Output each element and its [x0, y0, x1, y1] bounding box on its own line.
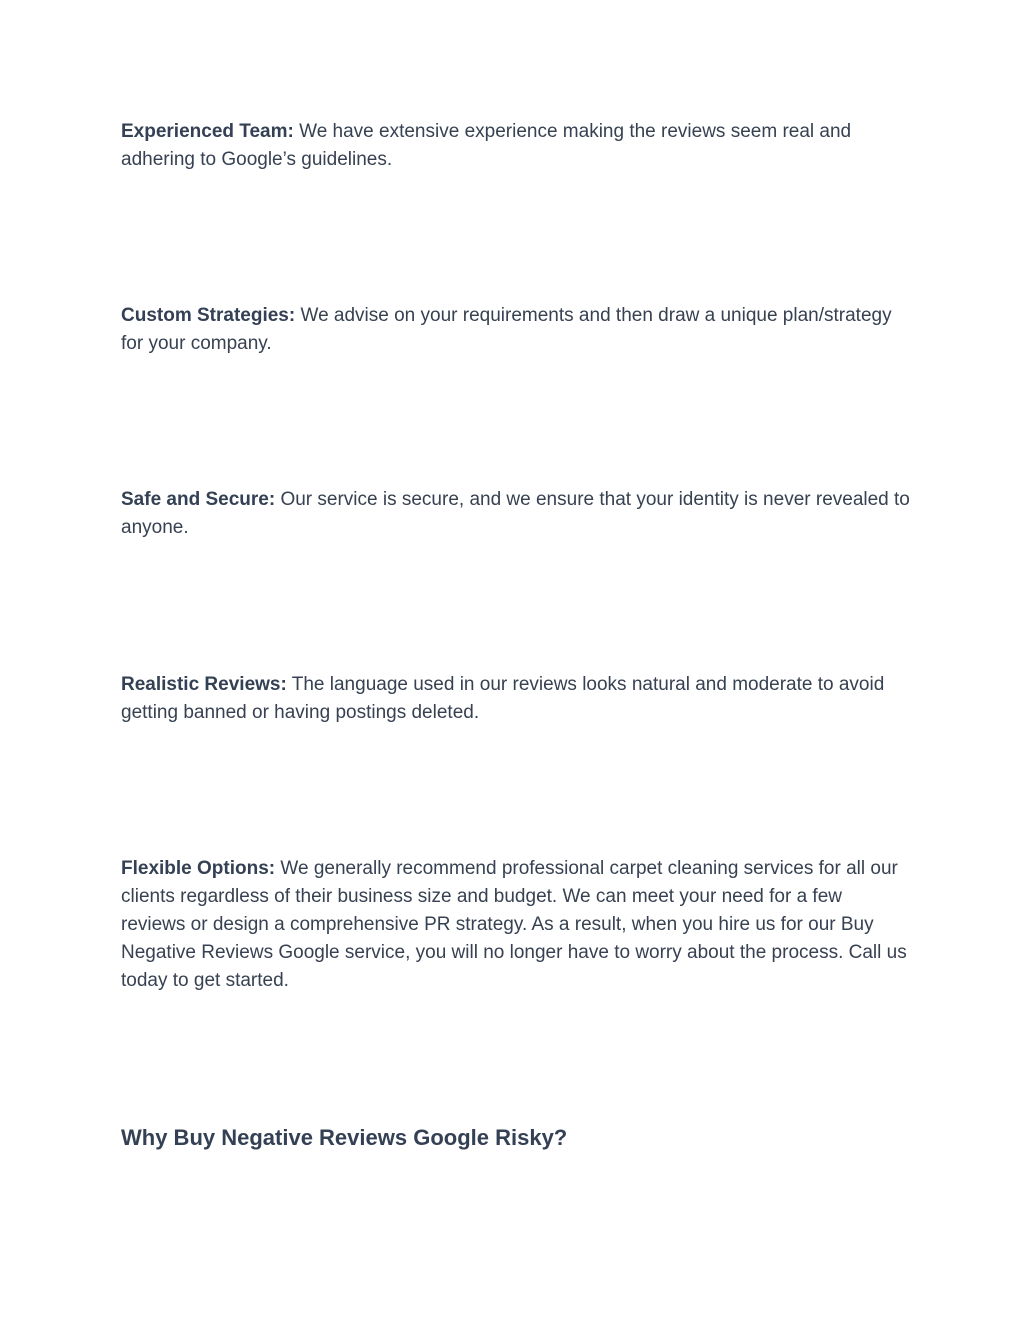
paragraph-experienced-team	[121, 118, 911, 174]
paragraph-safe-and-secure	[121, 486, 911, 542]
paragraph-text: Our service is secure, and we ensure that your identity is never revealed to anyone.	[121, 489, 910, 538]
paragraph-text: We have extensive experience making the reviews seem real and adhering to Google’s guidelines.	[121, 121, 852, 170]
section-heading: Why Buy Negative Reviews Google Risky?	[121, 1125, 568, 1150]
paragraph-text: We generally recommend professional carpet cleaning services for all our clients regardless of their business size and budget. We can meet your need for a few reviews or design a comprehensive PR strategy. As a result, when you hire us for our Buy Negative Reviews Google service, you will no longer have to worry about the process. Call us today to get started.	[121, 858, 907, 991]
paragraph-label: Safe and Secure:	[121, 489, 276, 510]
paragraph-custom-strategies	[121, 302, 911, 358]
paragraph-label: Realistic Reviews:	[121, 674, 287, 695]
paragraph-text: We advise on your requirements and then draw a unique plan/strategy for your company.	[121, 305, 892, 354]
paragraph-label: Experienced Team:	[121, 121, 294, 142]
paragraph-label: Flexible Options:	[121, 858, 276, 879]
paragraph-label: Custom Strategies:	[121, 305, 296, 326]
paragraph-realistic-reviews	[121, 671, 911, 727]
paragraph-flexible-options	[121, 855, 911, 995]
paragraph-text: The language used in our reviews looks natural and moderate to avoid getting banned or having postings deleted.	[121, 674, 885, 723]
